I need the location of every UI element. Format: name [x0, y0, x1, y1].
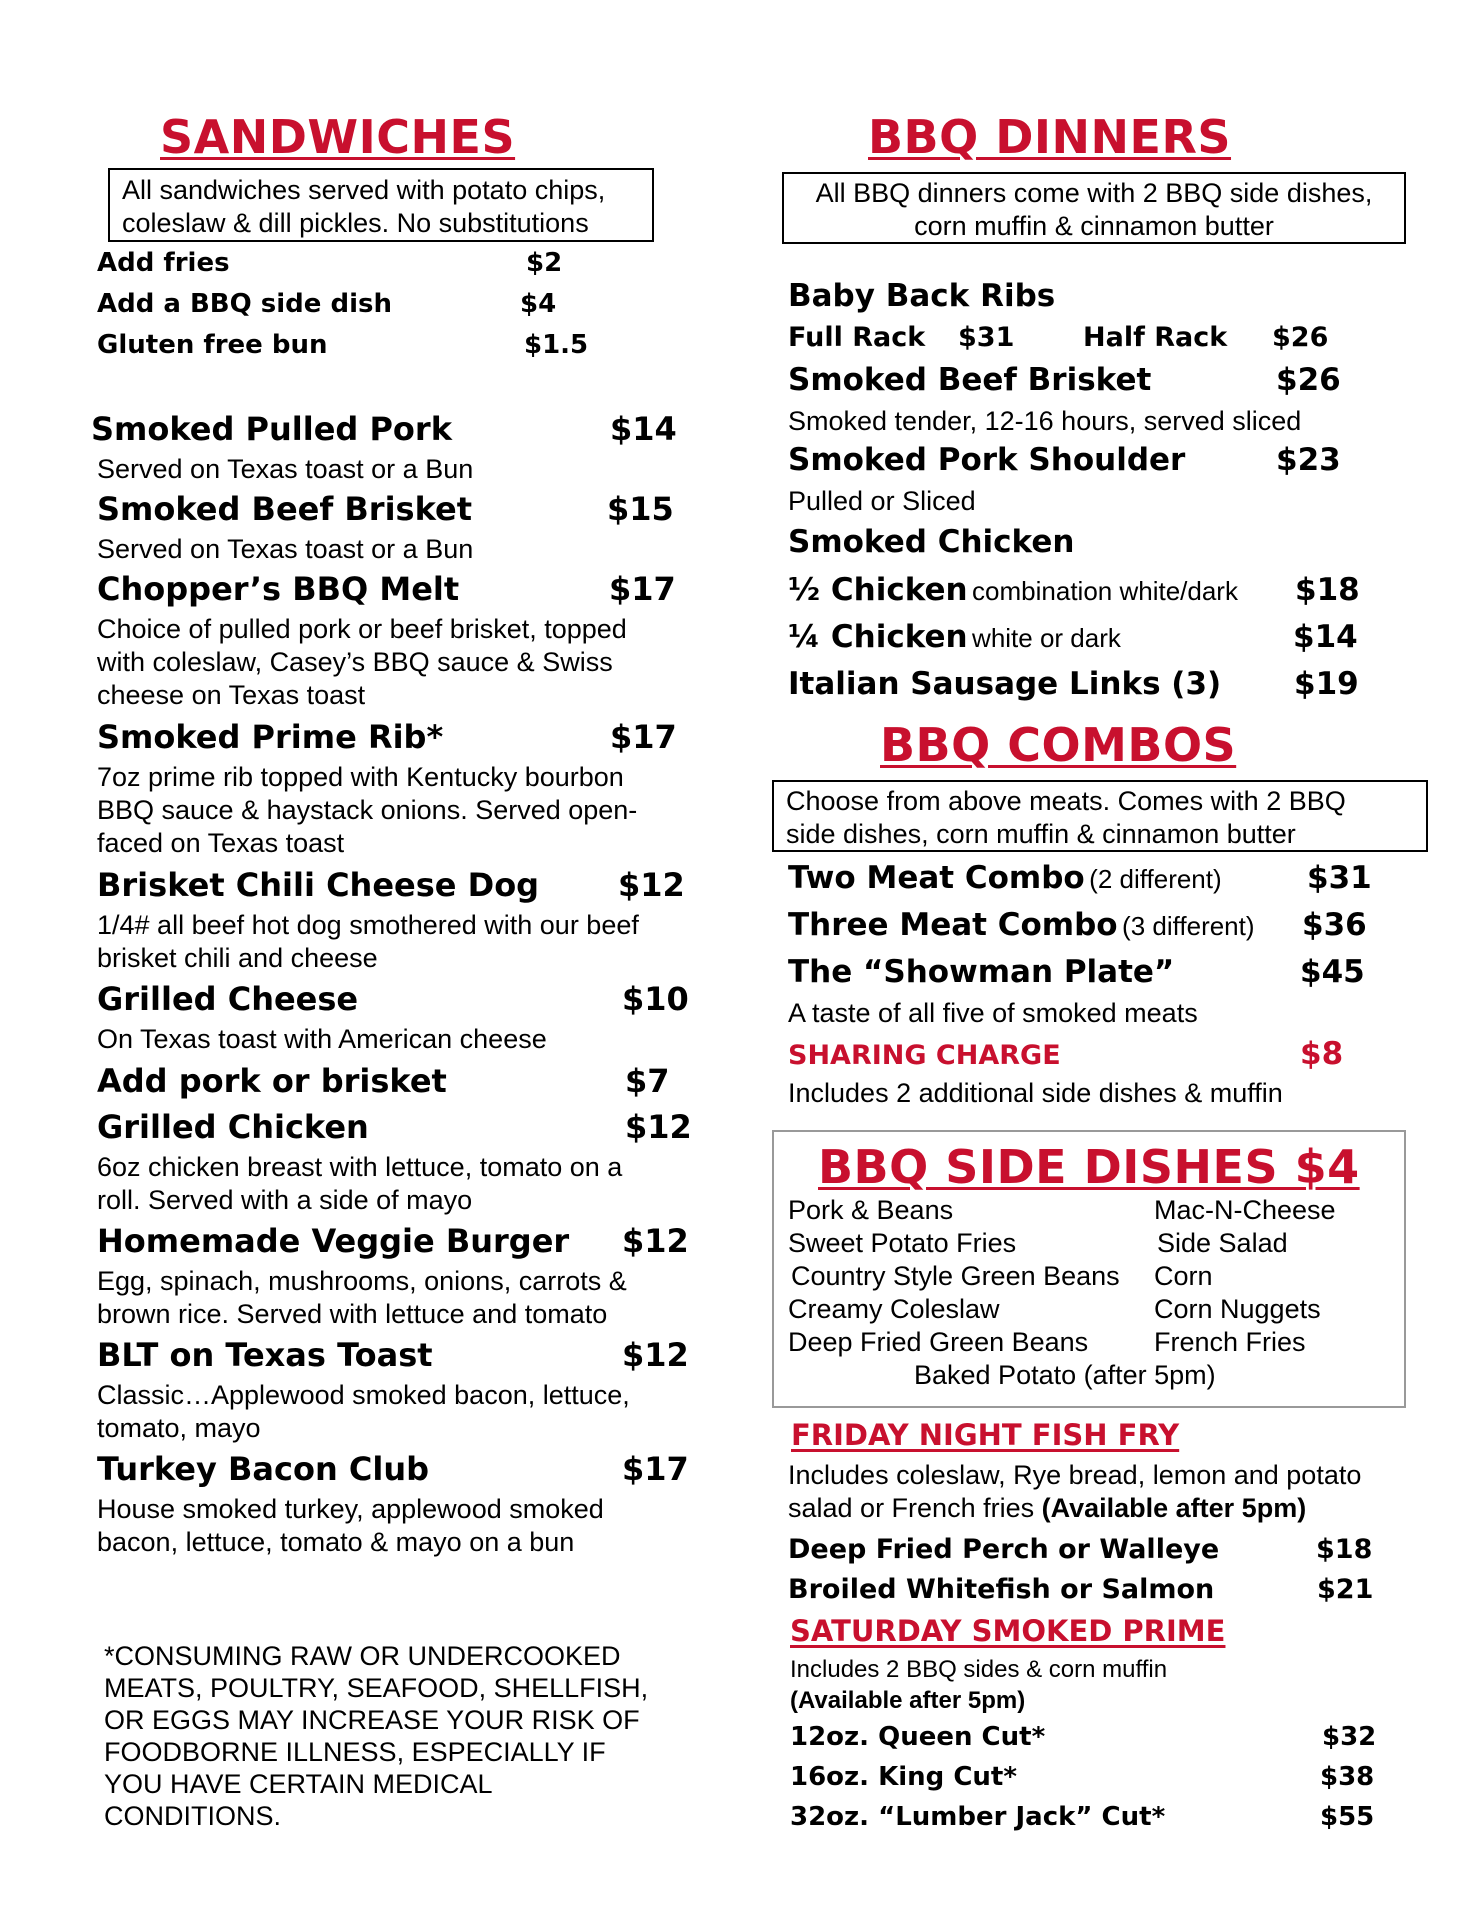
menu-item-desc: brown rice. Served with lettuce and tomato — [97, 1299, 608, 1329]
menu-item-desc: with coleslaw, Casey’s BBQ sauce & Swiss — [97, 647, 613, 677]
fish-item-price: $21 — [1317, 1574, 1374, 1605]
sharing-charge-label: SHARING CHARGE — [788, 1040, 1061, 1071]
raw-food-warning — [104, 1640, 648, 1832]
menu-item-desc: bacon, lettuce, tomato & mayo on a bun — [97, 1527, 575, 1557]
half-chicken-row — [788, 572, 1238, 608]
dinner-item-name: Smoked Pork Shoulder — [788, 442, 1186, 478]
combo-row — [788, 860, 1222, 896]
addon-price: $2 — [526, 248, 563, 278]
side-dish-item: Deep Fried Green Beans — [788, 1327, 1089, 1357]
menu-item-desc: BBQ sauce & haystack onions. Served open- — [97, 795, 638, 825]
quarter-chicken-note: white or dark — [972, 623, 1121, 653]
side-dish-item: Mac-N-Cheese — [1154, 1195, 1336, 1225]
prime-availability: (Available after 5pm) — [790, 1687, 1026, 1714]
quarter-chicken-row — [788, 619, 1121, 655]
sharing-charge-desc: Includes 2 additional side dishes & muffin — [788, 1078, 1283, 1108]
menu-item-name: Homemade Veggie Burger — [97, 1222, 570, 1260]
side-dish-item: French Fries — [1154, 1327, 1306, 1357]
bbq-dinners-title: BBQ DINNERS — [868, 110, 1232, 164]
fish-item-price: $18 — [1316, 1534, 1373, 1565]
prime-item-price: $55 — [1320, 1802, 1375, 1832]
addon-price: $4 — [520, 289, 557, 319]
addon-label: Gluten free bun — [97, 330, 328, 360]
dinners-note-line: corn muffin & cinnamon butter — [914, 211, 1274, 241]
menu-item-desc: brisket chili and cheese — [97, 943, 378, 973]
menu-item-desc: House smoked turkey, applewood smoked — [97, 1494, 604, 1524]
sandwiches-note-box — [108, 168, 654, 242]
menu-item-price: $17 — [622, 1450, 689, 1488]
sausage-price: $19 — [1294, 666, 1359, 702]
warning-line: MEATS, POULTRY, SEAFOOD, SHELLFISH, — [104, 1673, 649, 1703]
addon-label: Add a BBQ side dish — [97, 289, 392, 319]
half-chicken-name: ½ Chicken — [788, 572, 968, 608]
menu-item-name: Smoked Pulled Pork — [91, 410, 452, 448]
menu-item-price: $15 — [607, 490, 674, 528]
dinner-item-name: Smoked Beef Brisket — [788, 362, 1152, 398]
dinners-note-line: All BBQ dinners come with 2 BBQ side dishes, — [815, 178, 1373, 208]
half-chicken-price: $18 — [1295, 572, 1360, 608]
side-dishes-right-list — [1154, 1194, 1336, 1359]
menu-item-desc: Classic…Applewood smoked bacon, lettuce, — [97, 1380, 630, 1410]
menu-item-name: Turkey Bacon Club — [97, 1450, 429, 1488]
combo-name: Three Meat Combo — [788, 907, 1118, 943]
dinner-item-price: $26 — [1276, 362, 1341, 398]
menu-item-name: Add pork or brisket — [97, 1062, 447, 1100]
full-rack-label: Full Rack — [788, 322, 926, 353]
side-dish-item: Sweet Potato Fries — [788, 1228, 1017, 1258]
dinner-item-price: $23 — [1276, 442, 1341, 478]
sandwiches-title: SANDWICHES — [160, 110, 516, 164]
menu-item-price: $10 — [622, 980, 689, 1018]
fish-item-name: Deep Fried Perch or Walleye — [788, 1534, 1220, 1565]
prime-item-price: $38 — [1320, 1762, 1375, 1792]
menu-item-desc: faced on Texas toast — [97, 828, 345, 858]
menu-item-name: Brisket Chili Cheese Dog — [97, 866, 540, 904]
menu-item-desc: On Texas toast with American cheese — [97, 1024, 547, 1054]
quarter-chicken-name: ¼ Chicken — [788, 619, 968, 655]
combo-note: (2 different) — [1089, 864, 1222, 894]
menu-item-desc: 6oz chicken breast with lettuce, tomato on a — [97, 1152, 623, 1182]
fish-fry-title: FRIDAY NIGHT FISH FRY — [791, 1418, 1180, 1452]
menu-item-price: $12 — [622, 1336, 689, 1374]
ribs-title: Baby Back Ribs — [788, 278, 1056, 314]
menu-item-name: Grilled Chicken — [97, 1108, 369, 1146]
menu-item-desc: Served on Texas toast or a Bun — [97, 454, 474, 484]
combo-row — [788, 907, 1255, 943]
combos-note-box — [772, 780, 1428, 852]
warning-line: FOODBORNE ILLNESS, ESPECIALLY IF — [104, 1737, 606, 1767]
dinner-item-desc: Pulled or Sliced — [788, 486, 976, 516]
menu-item-price: $12 — [618, 866, 685, 904]
fish-fry-desc: Includes coleslaw, Rye bread, lemon and potato — [788, 1460, 1362, 1490]
prime-item-name: 12oz. Queen Cut* — [790, 1722, 1046, 1752]
saturday-prime-title: SATURDAY SMOKED PRIME — [790, 1614, 1226, 1648]
side-dishes-left-list — [788, 1194, 1120, 1359]
prime-item-name: 32oz. “Lumber Jack” Cut* — [790, 1802, 1166, 1832]
prime-desc: Includes 2 BBQ sides & corn muffin — [790, 1656, 1168, 1683]
menu-item-desc: Served on Texas toast or a Bun — [97, 534, 474, 564]
showman-price: $45 — [1300, 954, 1365, 990]
side-dish-item: Baked Potato (after 5pm) — [914, 1360, 1216, 1390]
half-chicken-note: combination white/dark — [972, 576, 1238, 606]
menu-item-desc: Egg, spinach, mushrooms, onions, carrots & — [97, 1266, 627, 1296]
sandwiches-note-line: All sandwiches served with potato chips, — [122, 175, 606, 205]
side-dish-item: Pork & Beans — [788, 1195, 954, 1225]
menu-item-name: Chopper’s BBQ Melt — [97, 570, 460, 608]
bbq-combos-title: BBQ COMBOS — [880, 718, 1237, 772]
menu-item-name: Grilled Cheese — [97, 980, 359, 1018]
half-rack-price: $26 — [1272, 322, 1329, 353]
fish-fry-desc: salad or French fries — [788, 1493, 1042, 1523]
side-dish-item: Side Salad — [1157, 1228, 1288, 1258]
chicken-title: Smoked Chicken — [788, 524, 1075, 560]
warning-line: CONDITIONS. — [104, 1801, 282, 1831]
dinners-note-box — [782, 172, 1406, 244]
side-dishes-title: BBQ SIDE DISHES $4 — [818, 1140, 1360, 1194]
combo-price: $31 — [1307, 860, 1372, 896]
combo-price: $36 — [1302, 907, 1367, 943]
side-dish-item: Creamy Coleslaw — [788, 1294, 1000, 1324]
dinner-item-desc: Smoked tender, 12-16 hours, served sliced — [788, 406, 1302, 436]
menu-item-desc: roll. Served with a side of mayo — [97, 1185, 473, 1215]
quarter-chicken-price: $14 — [1293, 619, 1358, 655]
sausage-name: Italian Sausage Links (3) — [788, 666, 1222, 702]
showman-desc: A taste of all five of smoked meats — [788, 998, 1198, 1028]
warning-line: YOU HAVE CERTAIN MEDICAL — [104, 1769, 493, 1799]
menu-item-price: $14 — [610, 410, 677, 448]
side-dish-item: Corn — [1154, 1261, 1213, 1291]
menu-item-desc: 1/4# all beef hot dog smothered with our beef — [97, 910, 639, 940]
combo-name: Two Meat Combo — [788, 860, 1085, 896]
addon-price: $1.5 — [524, 330, 589, 360]
addon-label: Add fries — [97, 248, 230, 278]
fish-fry-availability: (Available after 5pm) — [1041, 1493, 1307, 1523]
menu-item-desc: cheese on Texas toast — [97, 680, 366, 710]
menu-item-desc: Choice of pulled pork or beef brisket, topped — [97, 614, 627, 644]
half-rack-label: Half Rack — [1083, 322, 1228, 353]
showman-name: The “Showman Plate” — [788, 954, 1175, 990]
menu-item-desc: 7oz prime rib topped with Kentucky bourbon — [97, 762, 624, 792]
side-dish-item: Corn Nuggets — [1154, 1294, 1321, 1324]
sandwiches-note-line: coleslaw & dill pickles. No substitutions — [122, 208, 589, 238]
warning-line: *CONSUMING RAW OR UNDERCOOKED — [104, 1641, 621, 1671]
menu-item-price: $12 — [622, 1222, 689, 1260]
menu-item-name: BLT on Texas Toast — [97, 1336, 433, 1374]
combo-note: (3 different) — [1122, 911, 1255, 941]
menu-item-price: $17 — [610, 718, 677, 756]
combos-note-line: Choose from above meats. Comes with 2 BBQ — [786, 786, 1346, 816]
menu-item-desc: tomato, mayo — [97, 1413, 261, 1443]
menu-item-price: $17 — [609, 570, 676, 608]
side-dish-item: Country Style Green Beans — [791, 1261, 1120, 1291]
sharing-charge-price: $8 — [1300, 1036, 1344, 1072]
menu-item-price: $12 — [625, 1108, 692, 1146]
menu-item-name: Smoked Prime Rib* — [97, 718, 444, 756]
prime-item-price: $32 — [1322, 1722, 1377, 1752]
menu-item-name: Smoked Beef Brisket — [97, 490, 473, 528]
combos-note-line: side dishes, corn muffin & cinnamon butter — [786, 819, 1296, 849]
full-rack-price: $31 — [958, 322, 1015, 353]
fish-item-name: Broiled Whitefish or Salmon — [788, 1574, 1215, 1605]
prime-item-name: 16oz. King Cut* — [790, 1762, 1017, 1792]
warning-line: OR EGGS MAY INCREASE YOUR RISK OF — [104, 1705, 640, 1735]
fish-fry-desc-line2 — [788, 1492, 1306, 1525]
menu-item-price: $7 — [625, 1062, 670, 1100]
